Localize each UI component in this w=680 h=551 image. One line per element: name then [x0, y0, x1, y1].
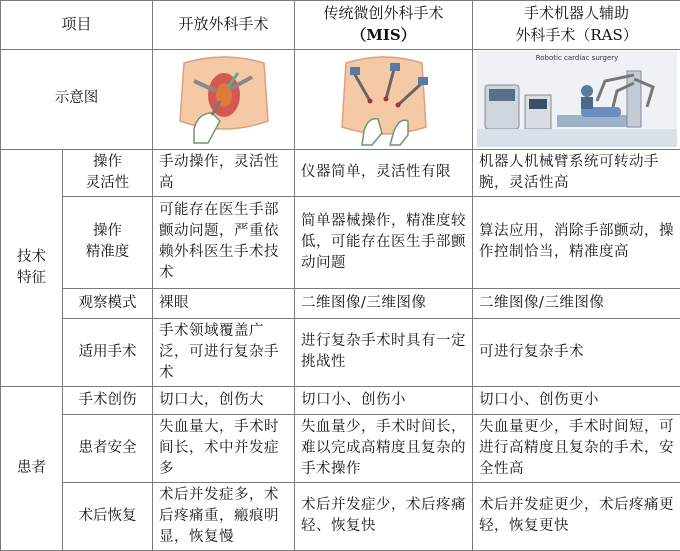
sub-label-flexibility: 操作 灵活性	[63, 149, 153, 196]
illustration-label: 示意图	[1, 49, 153, 149]
illustration-row	[1, 49, 680, 149]
header-open-surgery: 开放外科手术	[153, 1, 295, 50]
sub-label-trauma: 手术创伤	[63, 386, 153, 414]
ras-trauma: 切口小、创伤更小	[473, 386, 680, 414]
ras-precision: 算法应用，消除手部颤动，操作控制恰当，精准度高	[473, 196, 680, 288]
table-row	[1, 149, 680, 196]
open-surgery-image	[153, 49, 295, 149]
surgical-robot-icon	[477, 51, 677, 147]
mis-applicable: 进行复杂手术时具有一定挑战性	[295, 318, 473, 386]
mis-trauma: 切口小、创伤小	[295, 386, 473, 414]
header-item: 项目	[1, 1, 153, 50]
mis-torso-icon	[324, 51, 444, 147]
mis-flexibility: 仪器简单，灵活性有限	[295, 149, 473, 196]
mis-recovery: 术后并发症少，术后疼痛轻、恢复快	[295, 482, 473, 550]
patient-group-label: 患者	[1, 386, 63, 550]
mis-precision: 简单器械操作，精准度较低，可能存在医生手部颤动问题	[295, 196, 473, 288]
sub-label-safety: 患者安全	[63, 414, 153, 482]
table-row	[1, 414, 680, 482]
open-recovery: 术后并发症多，术后疼痛重，瘢痕明显，恢复慢	[153, 482, 295, 550]
ras-recovery: 术后并发症更少，术后疼痛更轻，恢复更快	[473, 482, 680, 550]
open-surgery-torso-icon	[164, 51, 284, 147]
open-applicable: 手术领域覆盖广泛，可进行复杂手术	[153, 318, 295, 386]
svg-text:Robotic cardiac surgery: Robotic cardiac surgery	[535, 54, 618, 62]
ras-safety: 失血量更少，手术时间短，可进行高精度且复杂的手术，安全性高	[473, 414, 680, 482]
open-precision: 可能存在医生手部颤动问题，严重依赖外科医生手术技术	[153, 196, 295, 288]
table-row	[1, 288, 680, 318]
table-row	[1, 196, 680, 288]
tech-feature-group-label: 技术 特征	[1, 149, 63, 386]
ras-observation: 二维图像/三维图像	[473, 288, 680, 318]
ras-applicable: 可进行复杂手术	[473, 318, 680, 386]
header-mis: 传统微创外科手术 （MIS）	[295, 1, 473, 50]
mis-observation: 二维图像/三维图像	[295, 288, 473, 318]
ras-image	[473, 49, 680, 149]
header-ras: 手术机器人辅助 外科手术（RAS）	[473, 1, 680, 50]
open-safety: 失血量大，手术时间长，术中并发症多	[153, 414, 295, 482]
sub-label-recovery: 术后恢复	[63, 482, 153, 550]
mis-image	[295, 49, 473, 149]
table-row	[1, 386, 680, 414]
open-trauma: 切口大，创伤大	[153, 386, 295, 414]
sub-label-observation: 观察模式	[63, 288, 153, 318]
sub-label-applicable: 适用手术	[63, 318, 153, 386]
table-row	[1, 318, 680, 386]
mis-safety: 失血量少，手术时间长，难以完成高精度且复杂的手术操作	[295, 414, 473, 482]
ras-flexibility: 机器人机械臂系统可转动手腕，灵活性高	[473, 149, 680, 196]
open-observation: 裸眼	[153, 288, 295, 318]
sub-label-precision: 操作 精准度	[63, 196, 153, 288]
open-flexibility: 手动操作，灵活性高	[153, 149, 295, 196]
header-row	[1, 1, 680, 50]
